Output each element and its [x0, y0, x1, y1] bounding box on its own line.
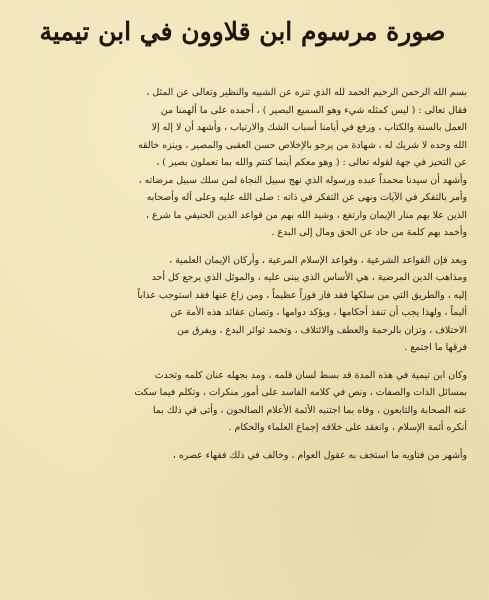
text-line: الله وحده لا شريك له ، شهادة من يرجو بالإخلاص حسن العقبى والمصير ، وينزه خالقه: [137, 139, 467, 151]
paragraph-4: [18, 447, 467, 465]
text-line: أنكره أئمة الإسلام ، وانعقد على خلافه إجماع العلماء والحكام .: [228, 422, 467, 433]
paragraph-3: [18, 367, 467, 437]
text-line: العمل بالسنة والكتاب ، ورفع في أيامنا أسباب الشك والارتياب ، وأشهد أن لا إله إلا: [151, 122, 467, 133]
text-line: عنه الصحابة والتابعون ، وفاه بما اجتنبه الأئمة الأعلام الصالحون ، وأتى في ذلك بما: [152, 404, 467, 416]
text-line: وأشهر من فتاويه ما استخف به عقول العوام ، وخالف في ذلك فقهاء عصره ،: [172, 449, 467, 461]
text-line: ومذاهب الدين المرضية ، هي الأساس الذي يبنى عليه ، والموئل الذي يرجع كل أحد: [151, 272, 467, 283]
text-line: بمسائل الذات والصفات ، ونص في كلامه الفاسد على أمور منكرات ، وتكلم فيما سكت: [134, 387, 467, 398]
text-line: فقال تعالى : ( ليس كمثله شيء وهو السميع البصير ) ، أحمده على ما ألهمنا من: [160, 104, 467, 116]
text-line: عن التحيز في جهة لقوله تعالى : ( وهو معكم أينما كنتم والله بما تعملون بصير ) ،: [156, 157, 467, 168]
text-line: وبعد فإن القواعد الشرعية ، وقواعد الإسلام المرعية ، وأركان الإيمان العلمية ،: [169, 254, 467, 266]
paragraph-1: [18, 84, 467, 242]
text-line: أليماً ، ولهذا يجب أن تنفذ أحكامها ، ويؤكد دوامها ، وتصان عقائد هذه الأمة عن: [170, 307, 467, 318]
text-line: الذين علا بهم منار الإيمان وارتفع ، وشيد الله بهم من قواعد الدين الحنيفي ما شرع ،: [145, 209, 467, 221]
text-line: الاختلاف ، وتزان بالرحمة والعطف والائتلاف ، وتخمد ثوائر البدع ، ويفرق من: [176, 324, 467, 336]
text-line: وأخمد بهم كلمة من حاد عن الحق ومال إلى البدع .: [271, 227, 467, 238]
page-title: صورة مرسوم ابن قلاوون في ابن تيمية: [39, 17, 446, 46]
text-line: إليه ، والطريق التي من سلكها فقد فاز فوزاً عظيماً ، ومن زاغ عنها فقد استوجب عذاباً: [137, 289, 467, 301]
text-line: فرقها ما اجتمع .: [404, 342, 467, 353]
paragraph-2: [18, 252, 467, 357]
text-line: وكان ابن تيمية في هذه المدة قد بسط لسان قلمه ، ومد بجهله عنان كلمه وتحدث: [154, 369, 467, 381]
text-line: وأشهد أن سيدنا محمداً عبده ورسوله الذي نهج سبيل النجاة لمن سلك سبيل مرضاته ،: [138, 174, 467, 186]
text-line: وأمر بالتفكر في الآيات ونهى عن التفكر في ذاته : صلى الله عليه وعلى آله وأصحابه: [146, 192, 467, 203]
text-line: بسم الله الرحمن الرحيم الحمد لله الذي تنزه عن الشبيه والنظير وتعالى عن المثل ،: [146, 87, 467, 98]
